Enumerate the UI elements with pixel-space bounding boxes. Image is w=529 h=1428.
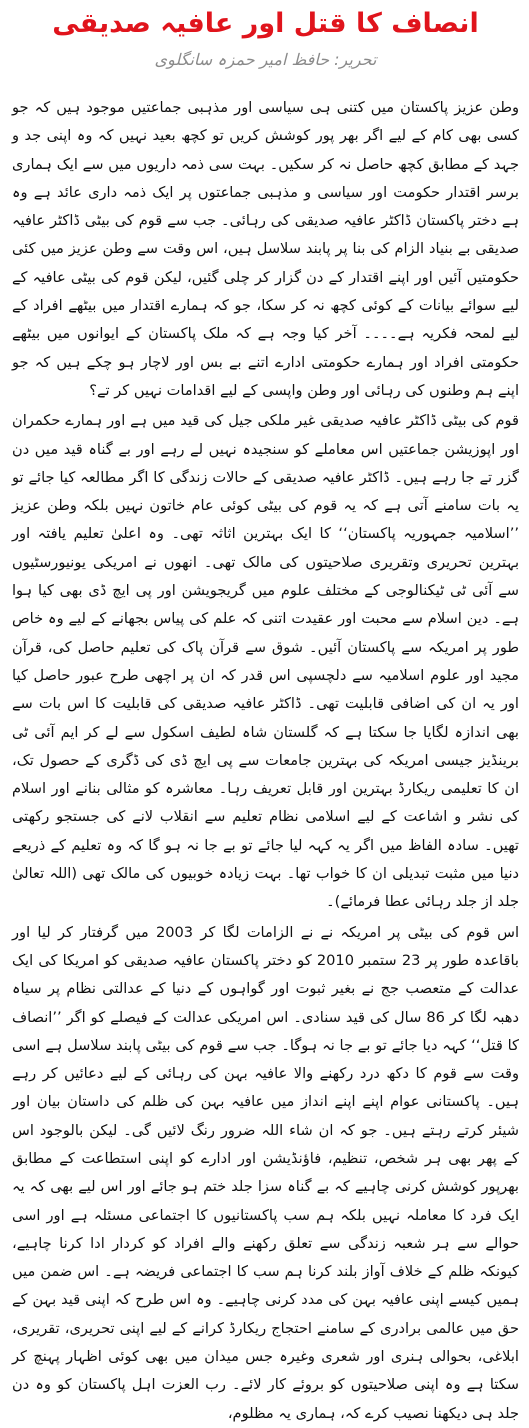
article-paragraph-3: اس قوم کی بیٹی پر امریکہ نے نے الزامات لگا کر 2003 میں گرفتار کر لیا اور باقاعدہ طور پر 23 ستمبر 2010 کو دختر پاکستان عافیہ صدیقی کو امریکا کی ایک عدالت کے متعصب جج نے بغیر ثبوت اور گواہوں کے دنیا کے عدالتی نظام پر سیاہ دھبہ لگا کر 86 سال کی قید سنادی۔ اس امریکی عدالت کے فیصلے کو اگر ’’انصاف کا قتل‘‘ کہہ دیا جائے تو بے جا نہ ہوگا۔ جب سے قوم کی بیٹی پابند سلاسل ہے اسی وقت سے قوم کا دکھ درد رکھنے والا عافیہ بہن کی رہائی کے لیے دعائیں کر رہے ہیں۔ پاکستانی عوام اپنے اپنے انداز میں عافیہ بہن کی ظلم کی داستان بیان اور شیئر کرتے رہتے ہیں۔ جو کہ ان شاء اللہ ضرور رنگ لائیں گی۔ لیکن بالوجود اس کے پھر بھی ہر شخص، تنظیم، فاؤنڈیشن اور ادارے کو اپنی استطاعت کے مطابق بھرپور کوشش کرنی چاہیے کہ بے گناہ سزا جلد ختم ہو جائے اور اس لیے بھی کہ یہ ایک فرد کا معاملہ نہیں بلکہ ہم سب پاکستانیوں کا اجتماعی مسئلہ ہے اور اسی حوالے سے ہر شعبہ زندگی سے تعلق رکھنے والے افراد کو کردار ادا کرنا چاہیے، کیونکہ ظلم کے خلاف آواز بلند کرنا ہم سب کا اجتماعی فریضہ ہے۔ اس ضمن میں ہمیں کیسے اپنی عافیہ بہن کی مدد کرنی چاہیے۔ وہ اس طرح کہ اپنی قید بہن کے حق میں عالمی برادری کے سامنے احتجاج ریکارڈ کرانے کے لیے اپنی تحریری، تقریری، ابلاغی، بحوالی ہنری اور شعری وغیرہ جس میدان میں بھی کوئی اظہار پہنچ کر سکتا ہے وہ اپنی صلاحیتوں کو بروئے کار لائے۔ رب العزت اہل پاکستان کو وہ دن جلد ہی دیکھنا نصیب کرے کہ، ہماری یہ مظلوم، — [12, 923, 519, 1422]
article-paragraph-2: قوم کی بیٹی ڈاکٹر عافیہ صدیقی غیر ملکی جیل کی قید میں ہے اور ہمارے حکمران اور اپوزیشن جماعتیں اس معاملے کو سنجیدہ نہیں لے رہے اور بے گناہ قید میں دن گزر تے جا رہے ہیں۔ ڈاکٹر عافیہ صدیقی کے حالات زندگی کا اگر مطالعہ کیا جائے تو یہ بات سامنے آتی ہے کہ یہ قوم کی بیٹی کوئی عام خاتون نہیں بلکہ وطن عزیز ’’اسلامیہ جمہوریہ پاکستان‘‘ کا ایک بہترین اثاثہ تھی۔ وہ اعلیٰ تعلیم یافتہ اور بہترین تحریری وتقریری صلاحیتوں کی مالک تھی۔ انھوں نے امریکی یونیورسٹیوں سے آئی ٹی ٹیکنالوجی کے مختلف علوم میں گریجویشن اور پی ایچ ڈی بھی کیا ہوا ہے۔ دین اسلام سے محبت اور عقیدت اتنی کہ علم کی پیاس بجھانے کے لیے وہ خاص طور پر امریکہ سے پاکستان آئیں۔ شوق سے قرآن پاک کی تعلیم حاصل کی، قرآن مجید اور علوم اسلامیہ سے دلچسپی اس قدر کہ ان پر اچھی طرح عبور حاصل کیا اور یہ ان کی اضافی قابلیت تھی۔ ڈاکٹر عافیہ صدیقی کی قابلیت کا اس بات سے بھی اندازہ لگایا جا سکتا ہے کہ گلستان شاہ لطیف اسکول سے لے کر ایم آئی ٹی برینڈیز جیسی امریکہ کی بہترین جامعات سے پی ایچ ڈی کی ڈگری کے حصول تک، ان کا تعلیمی ریکارڈ بہترین اور قابل تعریف رہا۔ معاشرہ کو مثالی بنانے اور اسلام کی نشر و اشاعت کے لیے اسلامی نظام تعلیم سے انقلاب لانے کی جستجو رکھتی تھیں۔ سادہ الفاظ میں اگر یہ کہہ لیا جائے تو بے جا نہ ہو گا کہ وہ تعلیم کے ذریعے دنیا میں مثبت تبدیلی ان کا خواب تھا۔ بہت زیادہ خوبیوں کی مالک تھی (اللہ تعالیٰ جلد از جلد رہائی عطا فرمائے)۔ — [12, 412, 519, 911]
article-body — [12, 94, 519, 1428]
article-title: انصاف کا قتل اور عافیہ صدیقی — [52, 8, 479, 39]
article-byline: تحریر: حافظ امیر حمزہ سانگلوی — [154, 50, 377, 69]
article-paragraph-1: وطن عزیز پاکستان میں کتنی ہی سیاسی اور مذہبی جماعتیں موجود ہیں کہ جو کسی بھی کام کے لیے اگر بھر پور کوشش کریں تو کچھ بعید نہیں کہ وہ اپنی جد و جہد کے مطابق کچھ حاصل نہ کر سکیں۔ بہت سی ذمہ داریوں میں سے ایک ہماری برسر اقتدار حکومت اور سیاسی و مذہبی جماعتوں پر ایک ذمہ داری عائد ہے وہ ہے دختر پاکستان ڈاکٹر عافیہ صدیقی کی رہائی۔ جب سے قوم کی بیٹی ڈاکٹر عافیہ صدیقی بے بنیاد الزام کی بنا پر پابند سلاسل ہیں، اس وقت سے وطن عزیز میں کئی حکومتیں آئیں اور اپنے اقتدار کے دن گزار کر چلی گئیں، لیکن قوم کی بیٹی عافیہ کے لیے سوائے بیانات کے کوئی کچھ نہ کر سکا، جو کہ ہمارے اقتدار میں بیٹھے افراد کے لیے لمحہ فکریہ ہے۔۔۔۔ آخر کیا وجہ ہے کہ ملک پاکستان کے ایوانوں میں بیٹھے حکومتی افراد اور ہمارے حکومتی ادارے اتنے بے بس اور لاچار ہو چکے ہیں کہ جو اپنے ہم وطنوں کی رہائی اور وطن واپسی کے لیے اقدامات نہیں کر تے؟ — [12, 99, 519, 399]
